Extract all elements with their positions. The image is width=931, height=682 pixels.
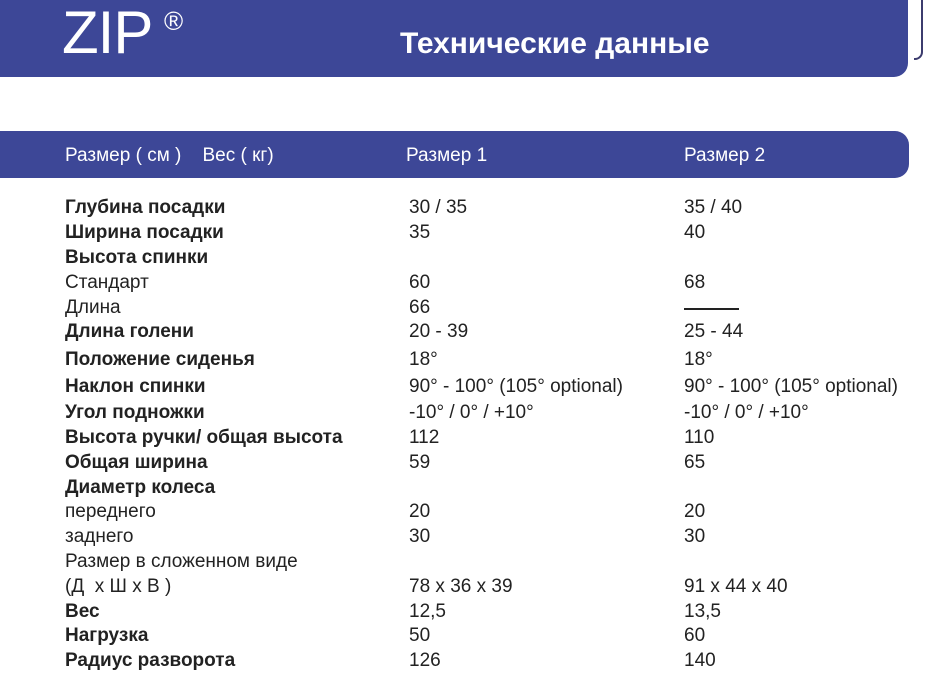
size-2-value: 91 x 44 x 40 xyxy=(684,576,788,597)
table-row xyxy=(0,321,931,343)
size-1-value: 35 xyxy=(409,222,431,243)
size-1-value: 60 xyxy=(409,272,431,293)
page-title: Технические данные xyxy=(400,27,710,60)
table-row xyxy=(0,222,931,244)
row-label: Диаметр колеса xyxy=(65,477,216,498)
size-2-value: 40 xyxy=(684,222,706,243)
row-label: Положение сиденья xyxy=(65,349,255,370)
row-label: переднего xyxy=(65,501,156,522)
size-1-value: 18° xyxy=(409,349,438,370)
size-1-value: 50 xyxy=(409,625,431,646)
table-row xyxy=(0,402,931,424)
size-1-value: 20 - 39 xyxy=(409,321,469,342)
size-2-value: 25 - 44 xyxy=(684,321,744,342)
column-header-size-2: Размер 2 xyxy=(684,145,766,166)
size-1-value: 30 / 35 xyxy=(409,197,468,218)
brand-logo: ZIP xyxy=(62,0,153,66)
size-1-value: 90° - 100° (105° optional) xyxy=(409,376,623,397)
row-label: Высота спинки xyxy=(65,247,209,268)
size-2-value: 110 xyxy=(684,427,715,448)
size-2-value: -10° / 0° / +10° xyxy=(684,402,809,423)
size-1-value: 112 xyxy=(409,427,440,448)
header-corner-decoration xyxy=(914,0,923,60)
row-label: Стандарт xyxy=(65,272,149,293)
size-2-value: 35 / 40 xyxy=(684,197,743,218)
size-1-value: 78 x 36 x 39 xyxy=(409,576,513,597)
table-row xyxy=(0,349,931,371)
column-header-size-1: Размер 1 xyxy=(406,145,488,166)
table-row xyxy=(0,247,931,269)
row-label: Наклон спинки xyxy=(65,376,206,397)
size-2-value: 68 xyxy=(684,272,706,293)
size-1-value: 59 xyxy=(409,452,431,473)
row-label: (Д х Ш х В ) xyxy=(65,576,172,597)
size-2-value: 90° - 100° (105° optional) xyxy=(684,376,898,397)
table-row xyxy=(0,452,931,474)
size-2-value: 65 xyxy=(684,452,706,473)
registered-mark: ® xyxy=(164,6,184,36)
size-2-value: 140 xyxy=(684,650,716,671)
row-label: Размер в сложенном виде xyxy=(65,551,298,572)
table-row xyxy=(0,376,931,398)
size-1-value: 12,5 xyxy=(409,601,446,622)
table-row xyxy=(0,197,931,219)
table-row xyxy=(0,551,931,573)
size-1-value: 30 xyxy=(409,526,431,547)
table-row xyxy=(0,501,931,523)
size-1-value: 66 xyxy=(409,297,431,318)
row-label: Глубина посадки xyxy=(65,197,226,218)
size-2-value: 60 xyxy=(684,625,706,646)
table-row xyxy=(0,272,931,294)
size-2-value: 20 xyxy=(684,501,706,522)
table-row xyxy=(0,650,931,672)
table-row xyxy=(0,601,931,623)
size-1-value: 126 xyxy=(409,650,441,671)
row-label: Высота ручки/ общая высота xyxy=(65,427,343,448)
size-2-value: 30 xyxy=(684,526,706,547)
table-row xyxy=(0,297,931,319)
row-label: Длина xyxy=(65,297,121,318)
size-1-value: -10° / 0° / +10° xyxy=(409,402,534,423)
size-2-value: 18° xyxy=(684,349,713,370)
table-row xyxy=(0,427,931,449)
size-2-value: 13,5 xyxy=(684,601,721,622)
row-label: Радиус разворота xyxy=(65,650,236,671)
row-label: Нагрузка xyxy=(65,625,149,646)
size-1-value: 20 xyxy=(409,501,431,522)
row-label: Ширина посадки xyxy=(65,222,224,243)
not-applicable-dash xyxy=(684,308,739,310)
column-header-label: Размер ( см ) Вес ( кг) xyxy=(65,145,274,166)
table-row xyxy=(0,625,931,647)
row-label: заднего xyxy=(65,526,134,547)
row-label: Общая ширина xyxy=(65,452,208,473)
table-row xyxy=(0,526,931,548)
row-label: Длина голени xyxy=(65,321,194,342)
row-label: Угол подножки xyxy=(65,402,205,423)
table-row xyxy=(0,477,931,499)
table-row xyxy=(0,576,931,598)
row-label: Вес xyxy=(65,601,100,622)
